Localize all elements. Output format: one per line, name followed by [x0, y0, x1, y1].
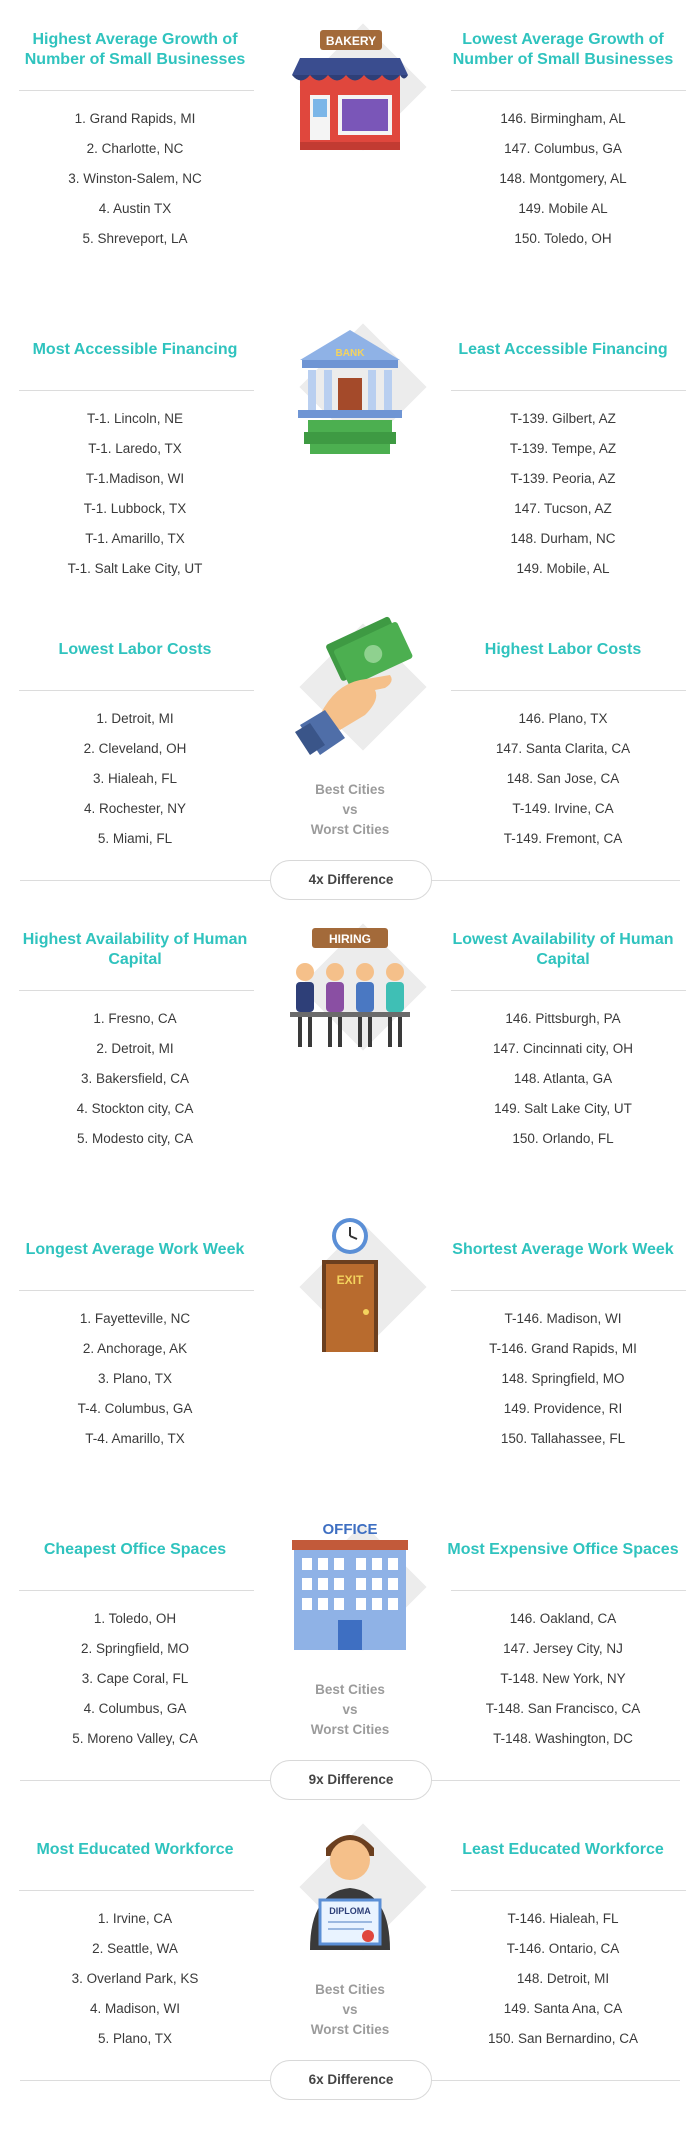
- right-list: [430, 704, 696, 854]
- left-title: Most Accessible Financing: [32, 341, 238, 358]
- section-educated-workforce: [0, 1820, 700, 2120]
- list-item: T-4. Columbus, GA: [77, 1401, 193, 1416]
- left-divider: [19, 390, 254, 391]
- left-divider: [19, 990, 254, 991]
- list-item: 147. Santa Clarita, CA: [495, 741, 631, 756]
- right-column: [430, 620, 696, 846]
- list-item: 148. Atlanta, GA: [513, 1071, 613, 1086]
- section-human-capital: [0, 920, 700, 1200]
- list-item: 146. Plano, TX: [518, 711, 608, 726]
- list-item: 4. Columbus, GA: [83, 1701, 187, 1716]
- list-item: 3. Hialeah, FL: [92, 771, 178, 786]
- right-list: [430, 104, 696, 254]
- section-financing: [0, 320, 700, 600]
- right-title: Least Educated Workforce: [462, 1841, 664, 1858]
- list-item: 5. Shreveport, LA: [82, 231, 188, 246]
- list-item: 147. Tucson, AZ: [514, 501, 612, 516]
- list-item: 2. Springfield, MO: [80, 1641, 190, 1656]
- right-divider: [451, 1290, 686, 1291]
- money-hand-icon: [280, 620, 420, 760]
- left-column: [5, 1820, 265, 2046]
- right-title: Shortest Average Work Week: [452, 1241, 674, 1258]
- right-divider: [451, 990, 686, 991]
- list-item: T-1. Lubbock, TX: [83, 501, 187, 516]
- hiring-icon: [280, 920, 420, 1060]
- right-title: Lowest Availability of Human Capital: [452, 931, 674, 968]
- list-item: 3. Cape Coral, FL: [81, 1671, 189, 1686]
- right-list: [430, 1604, 696, 1754]
- svg-text:BANK: BANK: [335, 348, 365, 359]
- list-item: 146. Pittsburgh, PA: [505, 1011, 621, 1026]
- left-list: [5, 704, 265, 854]
- list-item: 149. Mobile AL: [518, 201, 608, 216]
- list-item: 2. Anchorage, AK: [82, 1341, 188, 1356]
- left-divider: [19, 1290, 254, 1291]
- list-item: 2. Cleveland, OH: [83, 741, 187, 756]
- vs-label: vs: [342, 802, 358, 817]
- list-item: 2. Seattle, WA: [92, 1941, 178, 1956]
- left-column: [5, 620, 265, 846]
- left-title: Lowest Labor Costs: [58, 641, 212, 658]
- list-item: 148. Montgomery, AL: [499, 171, 627, 186]
- list-item: 1. Detroit, MI: [96, 711, 174, 726]
- list-item: T-149. Fremont, CA: [503, 831, 623, 846]
- right-divider: [451, 1590, 686, 1591]
- best-cities-label: Best Cities: [315, 782, 385, 797]
- list-item: 148. San Jose, CA: [506, 771, 620, 786]
- bank-icon: [280, 320, 420, 460]
- list-item: T-149. Irvine, CA: [512, 801, 614, 816]
- list-item: T-146. Hialeah, FL: [507, 1911, 619, 1926]
- difference-badge: 4x Difference: [270, 860, 432, 900]
- right-column: [430, 1820, 696, 2046]
- right-column: [430, 1520, 696, 1746]
- best-cities-label: Best Cities: [315, 1982, 385, 1997]
- left-divider: [19, 90, 254, 91]
- list-item: 149. Mobile, AL: [516, 561, 610, 576]
- left-divider: [19, 1590, 254, 1591]
- best-vs-worst-label: [280, 1980, 420, 2040]
- list-item: 149. Providence, RI: [503, 1401, 623, 1416]
- list-item: T-139. Peoria, AZ: [510, 471, 616, 486]
- worst-cities-label: Worst Cities: [310, 2022, 390, 2037]
- right-list: [430, 1304, 696, 1454]
- exit-door-icon: [280, 1220, 420, 1360]
- difference-badge: 6x Difference: [270, 2060, 432, 2100]
- left-title: Highest Average Growth of Number of Small Businesses: [24, 31, 246, 68]
- right-divider: [451, 390, 686, 391]
- right-divider: [451, 90, 686, 91]
- list-item: 146. Oakland, CA: [509, 1611, 617, 1626]
- list-item: T-148. San Francisco, CA: [485, 1701, 641, 1716]
- left-title: Cheapest Office Spaces: [43, 1541, 227, 1558]
- list-item: 150. Orlando, FL: [512, 1131, 614, 1146]
- left-column: [5, 1220, 265, 1446]
- worst-cities-label: Worst Cities: [310, 1722, 390, 1737]
- right-list: [430, 1904, 696, 2054]
- section-labor-costs: [0, 620, 700, 900]
- list-item: 148. Detroit, MI: [516, 1971, 610, 1986]
- right-list: [430, 1004, 696, 1154]
- right-title: Lowest Average Growth of Number of Small Businesses: [452, 31, 674, 68]
- left-column: [5, 1520, 265, 1746]
- list-item: T-148. Washington, DC: [493, 1731, 633, 1746]
- list-item: 147. Columbus, GA: [504, 141, 622, 156]
- left-column: [5, 320, 265, 576]
- section-small-business-growth: [0, 20, 700, 300]
- right-title: Most Expensive Office Spaces: [447, 1541, 679, 1558]
- list-item: 5. Moreno Valley, CA: [72, 1731, 198, 1746]
- svg-text:OFFICE: OFFICE: [322, 1521, 378, 1538]
- list-item: T-1. Laredo, TX: [88, 441, 182, 456]
- list-item: 4. Madison, WI: [89, 2001, 181, 2016]
- right-column: [430, 1220, 696, 1446]
- list-item: 4. Austin TX: [98, 201, 172, 216]
- list-item: 4. Stockton city, CA: [76, 1101, 194, 1116]
- bakery-icon: [280, 20, 420, 160]
- list-item: 150. Toledo, OH: [514, 231, 612, 246]
- list-item: 1. Irvine, CA: [97, 1911, 173, 1926]
- list-item: 5. Modesto city, CA: [76, 1131, 194, 1146]
- list-item: T-1.Madison, WI: [85, 471, 185, 486]
- svg-text:HIRING: HIRING: [329, 932, 371, 946]
- vs-label: vs: [342, 2002, 358, 2017]
- list-item: T-1. Amarillo, TX: [85, 531, 185, 546]
- best-vs-worst-label: [280, 1680, 420, 1740]
- list-item: T-1. Lincoln, NE: [86, 411, 184, 426]
- best-cities-label: Best Cities: [315, 1682, 385, 1697]
- list-item: 149. Salt Lake City, UT: [494, 1101, 632, 1116]
- list-item: T-139. Tempe, AZ: [509, 441, 617, 456]
- list-item: 148. Durham, NC: [510, 531, 616, 546]
- list-item: 3. Bakersfield, CA: [80, 1071, 190, 1086]
- list-item: 147. Jersey City, NJ: [503, 1641, 623, 1656]
- right-column: [430, 320, 696, 576]
- list-item: 3. Winston-Salem, NC: [68, 171, 202, 186]
- list-item: 146. Birmingham, AL: [500, 111, 626, 126]
- list-item: 3. Plano, TX: [97, 1371, 173, 1386]
- best-vs-worst-label: [280, 780, 420, 840]
- list-item: T-139. Gilbert, AZ: [510, 411, 616, 426]
- left-divider: [19, 1890, 254, 1891]
- left-column: [5, 920, 265, 1146]
- list-item: 2. Charlotte, NC: [86, 141, 184, 156]
- svg-text:EXIT: EXIT: [336, 1273, 364, 1287]
- svg-text:DIPLOMA: DIPLOMA: [329, 1906, 371, 1916]
- left-divider: [19, 690, 254, 691]
- vs-label: vs: [342, 1702, 358, 1717]
- left-title: Highest Availability of Human Capital: [22, 931, 248, 968]
- left-list: [5, 104, 265, 254]
- list-item: 1. Grand Rapids, MI: [74, 111, 196, 126]
- list-item: 149. Santa Ana, CA: [503, 2001, 623, 2016]
- list-item: 150. San Bernardino, CA: [487, 2031, 639, 2046]
- graduate-diploma-icon: [280, 1820, 420, 1960]
- right-title: Least Accessible Financing: [458, 341, 668, 358]
- right-title: Highest Labor Costs: [484, 641, 642, 658]
- left-title: Most Educated Workforce: [36, 1841, 234, 1858]
- list-item: 1. Fayetteville, NC: [79, 1311, 191, 1326]
- left-list: [5, 1004, 265, 1154]
- right-column: [430, 20, 696, 246]
- right-column: [430, 920, 696, 1146]
- list-item: 150. Tallahassee, FL: [500, 1431, 626, 1446]
- list-item: 147. Cincinnati city, OH: [492, 1041, 634, 1056]
- svg-text:BAKERY: BAKERY: [325, 34, 377, 48]
- section-office-spaces: [0, 1520, 700, 1800]
- list-item: 148. Springfield, MO: [501, 1371, 625, 1386]
- office-building-icon: [280, 1520, 420, 1660]
- section-work-week: [0, 1220, 700, 1500]
- right-divider: [451, 690, 686, 691]
- list-item: 5. Miami, FL: [97, 831, 173, 846]
- list-item: 5. Plano, TX: [97, 2031, 173, 2046]
- list-item: T-4. Amarillo, TX: [85, 1431, 185, 1446]
- difference-badge: 9x Difference: [270, 1760, 432, 1800]
- list-item: T-146. Grand Rapids, MI: [489, 1341, 637, 1356]
- left-list: [5, 1304, 265, 1454]
- left-title: Longest Average Work Week: [25, 1241, 245, 1258]
- worst-cities-label: Worst Cities: [310, 822, 390, 837]
- list-item: T-1. Salt Lake City, UT: [67, 561, 203, 576]
- list-item: 3. Overland Park, KS: [71, 1971, 199, 1986]
- left-list: [5, 1904, 265, 2054]
- right-divider: [451, 1890, 686, 1891]
- list-item: T-146. Ontario, CA: [506, 1941, 620, 1956]
- right-list: [430, 404, 696, 584]
- list-item: T-148. New York, NY: [500, 1671, 626, 1686]
- list-item: 4. Rochester, NY: [83, 801, 187, 816]
- left-column: [5, 20, 265, 246]
- list-item: T-146. Madison, WI: [504, 1311, 622, 1326]
- left-list: [5, 1604, 265, 1754]
- list-item: 1. Fresno, CA: [93, 1011, 177, 1026]
- list-item: 1. Toledo, OH: [93, 1611, 177, 1626]
- list-item: 2. Detroit, MI: [96, 1041, 174, 1056]
- left-list: [5, 404, 265, 584]
